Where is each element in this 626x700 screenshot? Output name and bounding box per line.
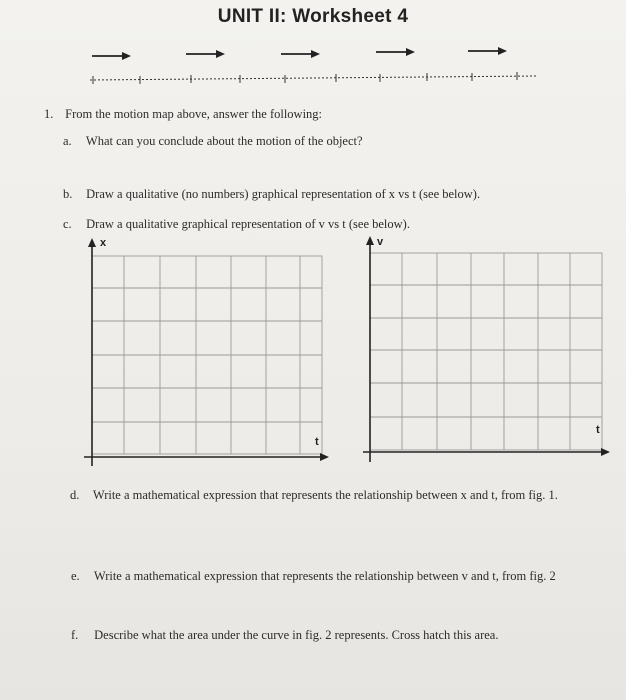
question-prompt: From the motion map above, answer the following:	[65, 107, 323, 121]
part-a-label: a.	[63, 134, 72, 148]
question-1	[44, 107, 322, 122]
motion-arrow-2	[186, 50, 225, 58]
part-c-label: c.	[63, 217, 72, 231]
part-a-text: What can you conclude about the motion of the object?	[85, 134, 363, 148]
motion-arrow-1	[92, 52, 131, 60]
part-c	[63, 217, 410, 232]
part-e	[71, 569, 556, 584]
part-d	[70, 488, 558, 503]
motion-map	[0, 0, 626, 110]
worksheet-title: UNIT II: Worksheet 4	[217, 6, 409, 27]
motion-map-baseline	[90, 72, 536, 84]
part-e-text: Write a mathematical expression that represents the relationship between v and t, from fig. 2	[93, 569, 556, 583]
part-f-label: f.	[71, 628, 79, 642]
part-f	[71, 628, 498, 643]
motion-arrow-5	[468, 47, 507, 55]
part-b-label: b.	[63, 187, 73, 201]
graph-1-axes	[84, 238, 329, 466]
part-b	[63, 187, 480, 202]
part-c-text: Draw a qualitative graphical representation of v vs t (see below).	[86, 217, 410, 231]
part-d-text: Write a mathematical expression that represents the relationship between x and t, from fig. 1.	[92, 488, 558, 502]
graph-2-x-label: t	[596, 424, 600, 436]
part-f-text: Describe what the area under the curve in fig. 2 represents. Cross hatch this area.	[94, 628, 499, 642]
motion-map-arrows	[92, 47, 507, 60]
graph-1-y-label: x	[100, 237, 107, 249]
part-a	[63, 134, 363, 149]
motion-arrow-3	[281, 50, 320, 58]
part-e-label: e.	[71, 569, 80, 583]
question-number: 1.	[44, 107, 54, 121]
graph-2-y-label: v	[377, 236, 384, 248]
motion-arrow-4	[376, 48, 415, 56]
part-d-label: d.	[70, 488, 80, 502]
part-b-text: Draw a qualitative (no numbers) graphical representation of x vs t (see below).	[86, 187, 481, 201]
graph-1-x-label: t	[315, 436, 319, 448]
graph-2-axes	[363, 236, 610, 462]
graph-1-grid	[92, 256, 322, 454]
graph-2-grid	[370, 253, 602, 450]
